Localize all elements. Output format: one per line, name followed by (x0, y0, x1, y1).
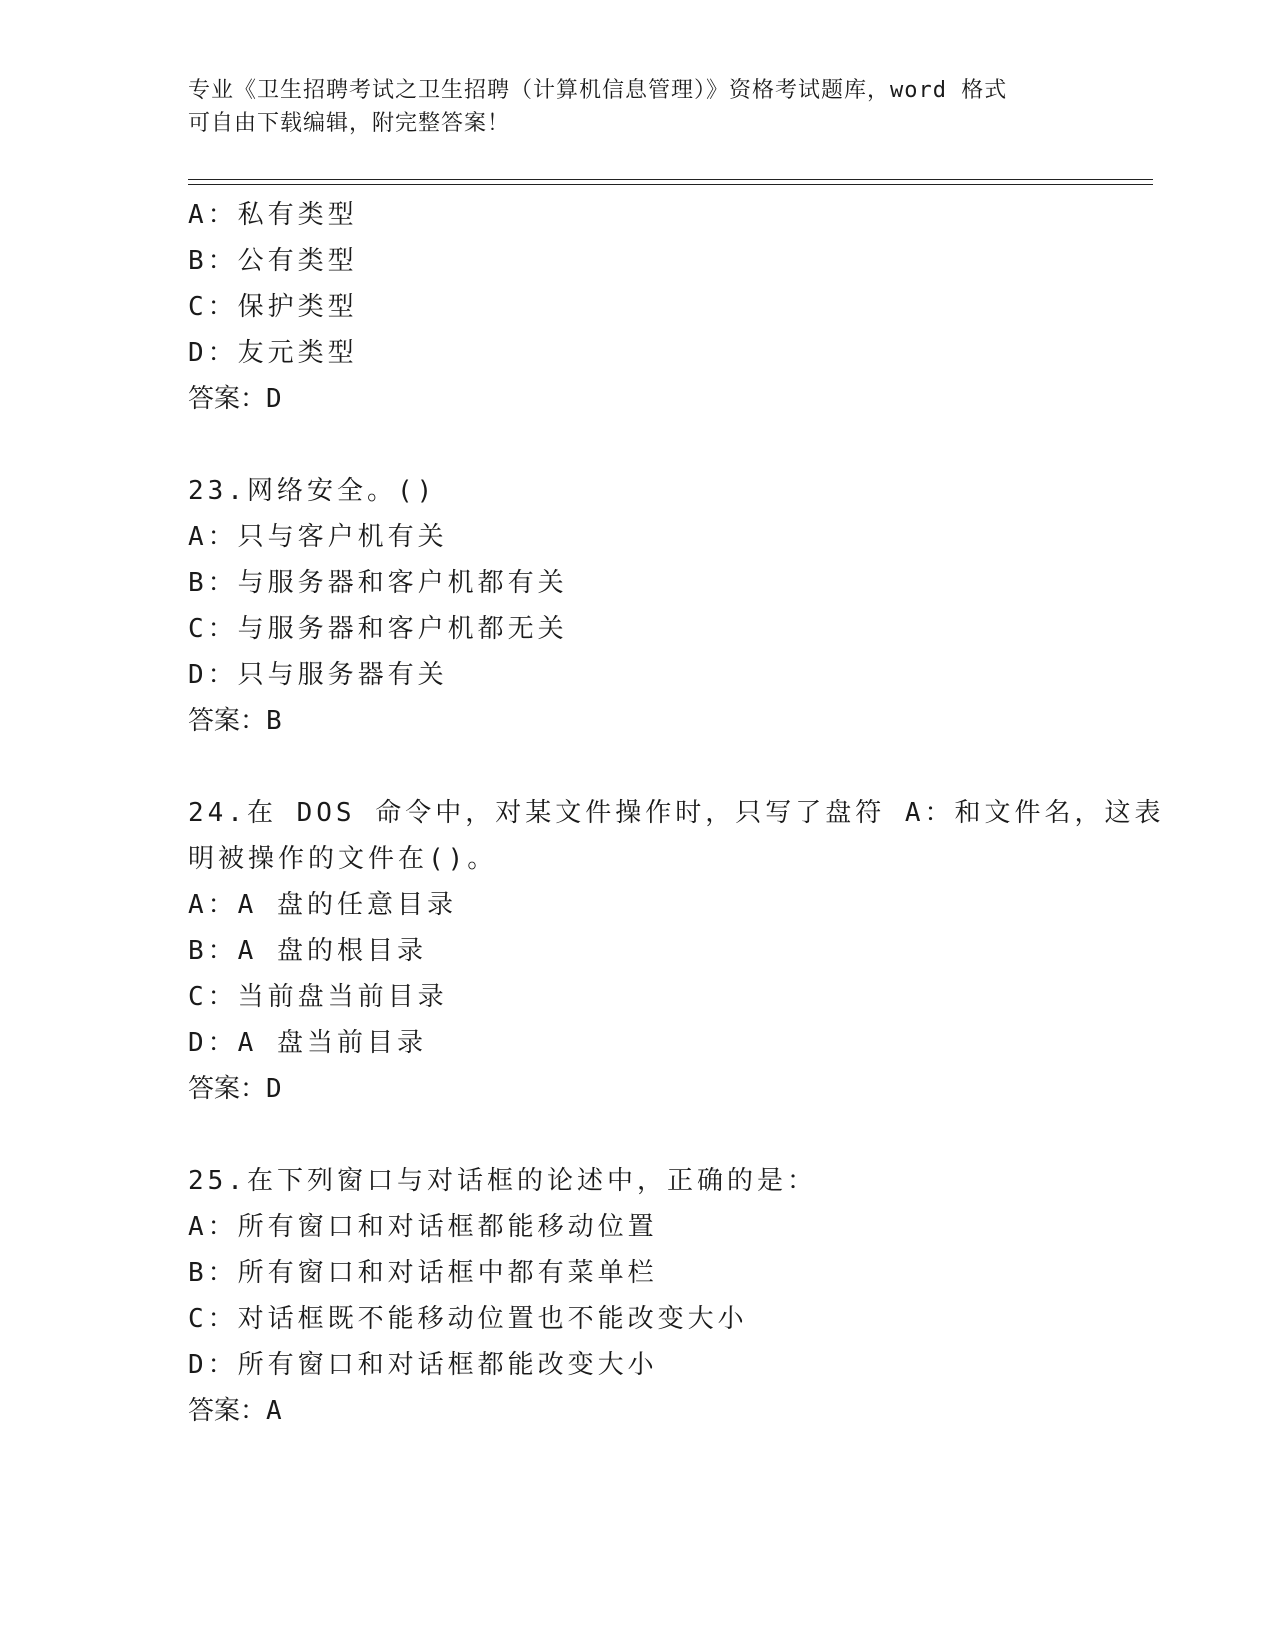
option-a: A：A 盘的任意目录 (188, 890, 457, 920)
question-list (188, 192, 1165, 1434)
option-d: D：只与服务器有关 (188, 660, 448, 690)
answer-value: B (266, 706, 282, 736)
option-a: A：只与客户机有关 (188, 522, 448, 552)
answer-label: 答案： (188, 1396, 267, 1426)
option-c: C：保护类型 (188, 292, 358, 322)
answer-value: D (266, 1074, 282, 1104)
answer-line (188, 1066, 1088, 1112)
header-line-2: 可自由下载编辑，附完整答案！ (188, 111, 511, 136)
option-b: B：A 盘的根目录 (188, 936, 427, 966)
question-25 (188, 1158, 1088, 1434)
spacer (188, 1112, 1088, 1158)
question-22-continued (188, 192, 1088, 422)
option-c: C：与服务器和客户机都无关 (188, 614, 568, 644)
answer-line (188, 1388, 1088, 1434)
question-23 (188, 468, 1088, 744)
option-b: B：所有窗口和对话框中都有菜单栏 (188, 1258, 658, 1288)
answer-label: 答案： (188, 384, 267, 414)
answer-line (188, 698, 1088, 744)
question-stem-continued: 明被操作的文件在()。 (188, 844, 498, 874)
option-b: B：公有类型 (188, 246, 358, 276)
option-a: A：私有类型 (188, 200, 358, 230)
option-d: D：所有窗口和对话框都能改变大小 (188, 1350, 658, 1380)
answer-line (188, 376, 1088, 422)
option-b: B：与服务器和客户机都有关 (188, 568, 568, 598)
answer-label: 答案： (188, 1074, 267, 1104)
spacer (188, 744, 1088, 790)
header-line-1: 专业《卫生招聘考试之卫生招聘（计算机信息管理）》资格考试题库，word 格式 (188, 78, 1008, 103)
option-c: C：当前盘当前目录 (188, 982, 448, 1012)
answer-label: 答案： (188, 706, 267, 736)
option-a: A：所有窗口和对话框都能移动位置 (188, 1212, 658, 1242)
question-24 (188, 790, 1165, 1112)
option-d: D：友元类型 (188, 338, 358, 368)
document-header (188, 74, 1068, 140)
question-stem: 23.网络安全。() (188, 476, 437, 506)
header-divider-top (188, 179, 1153, 180)
option-d: D：A 盘当前目录 (188, 1028, 427, 1058)
header-divider-bottom (188, 184, 1153, 185)
spacer (188, 422, 1088, 468)
answer-value: D (266, 384, 282, 414)
question-stem: 25.在下列窗口与对话框的论述中，正确的是： (188, 1166, 817, 1196)
option-c: C：对话框既不能移动位置也不能改变大小 (188, 1304, 748, 1334)
question-stem: 24.在 DOS 命令中，对某文件操作时，只写了盘符 A：和文件名，这表 (188, 798, 1165, 828)
answer-value: A (266, 1396, 282, 1426)
